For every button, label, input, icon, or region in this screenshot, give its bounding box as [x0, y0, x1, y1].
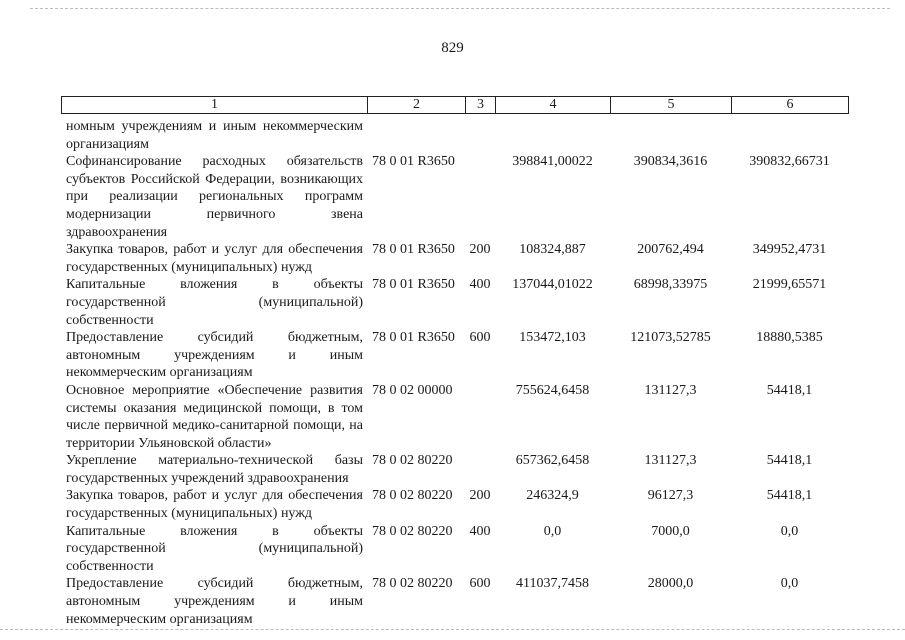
header-row — [62, 97, 849, 114]
cell-amount-col5 — [610, 118, 731, 153]
table-row — [61, 575, 848, 628]
cell-amount-col4: 137044,01022 — [512, 277, 593, 293]
header-col-1: 1 — [62, 97, 368, 114]
cell-amount-col6: 54418,1 — [766, 453, 813, 469]
cell-description: Капитальные вложения в объекты государственной (муниципальной) собственности — [66, 277, 363, 328]
cell-amount-col4: 0,0 — [543, 523, 562, 539]
table-body — [61, 118, 848, 628]
cell-description: Капитальные вложения в объекты государственной (муниципальной) собственности — [66, 523, 363, 574]
cell-amount-col4: 755624,6458 — [515, 382, 590, 398]
cell-description: номным учреждениям и иным некоммерческим организациям — [66, 119, 363, 152]
table-row — [61, 382, 848, 452]
cell-code: 78 0 01 R3650 — [372, 154, 455, 170]
scan-edge-top — [30, 8, 890, 9]
header-col-6: 6 — [732, 97, 849, 114]
cell-expense-type: 600 — [469, 576, 491, 592]
cell-code: 78 0 01 R3650 — [372, 330, 455, 346]
cell-amount-col6: 0,0 — [780, 576, 799, 592]
header-col-2: 2 — [368, 97, 466, 114]
table-row — [61, 118, 848, 153]
table-row — [61, 487, 848, 522]
cell-amount-col5: 200762,494 — [637, 242, 704, 258]
cell-expense-type: 400 — [469, 277, 491, 293]
cell-description: Предоставление субсидий бюджетным, автономным учреждениям и иным некоммерческим организациям — [66, 330, 363, 381]
cell-description: Закупка товаров, работ и услуг для обеспечения государственных (муниципальных) нужд — [66, 242, 363, 275]
cell-code: 78 0 02 80220 — [372, 523, 453, 539]
cell-amount-col5: 28000,0 — [647, 576, 694, 592]
cell-expense-type — [465, 452, 495, 487]
cell-amount-col6: 349952,4731 — [752, 242, 827, 258]
table-row — [61, 329, 848, 382]
table-row — [61, 523, 848, 576]
cell-amount-col6: 54418,1 — [766, 488, 813, 504]
cell-description: Закупка товаров, работ и услуг для обеспечения государственных (муниципальных) нужд — [66, 488, 363, 522]
cell-expense-type — [465, 118, 495, 153]
cell-description: Укрепление материально-технической базы государственных учреждений здравоохранения — [66, 453, 363, 486]
cell-amount-col6: 21999,65571 — [752, 277, 827, 293]
cell-description: Софинансирование расходных обязательств субъектов Российской Федерации, возникающих при реализации региональных программ модернизации первичного звена здравоохранения — [66, 154, 363, 240]
header-col-3: 3 — [466, 97, 496, 114]
cell-code: 78 0 01 R3650 — [372, 277, 455, 293]
cell-expense-type: 200 — [469, 488, 491, 504]
cell-expense-type: 600 — [469, 330, 491, 346]
cell-amount-col4: 153472,103 — [519, 330, 586, 346]
header-col-5: 5 — [611, 97, 732, 114]
cell-expense-type: 400 — [469, 523, 491, 539]
cell-code: 78 0 02 80220 — [372, 488, 453, 504]
scan-edge-bottom — [0, 629, 905, 630]
cell-amount-col5: 131127,3 — [644, 382, 697, 398]
table-header — [61, 96, 849, 114]
cell-amount-col5: 96127,3 — [647, 488, 694, 504]
cell-amount-col6: 390832,66731 — [749, 154, 830, 170]
cell-amount-col5: 131127,3 — [644, 453, 697, 469]
budget-table — [61, 118, 848, 628]
cell-amount-col4: 657362,6458 — [515, 453, 590, 469]
cell-amount-col4: 108324,887 — [519, 242, 586, 258]
cell-amount-col4 — [495, 118, 610, 153]
cell-amount-col6: 0,0 — [780, 523, 799, 539]
table-row — [61, 276, 848, 329]
cell-amount-col5: 390834,3616 — [633, 154, 708, 170]
cell-amount-col6: 18880,5385 — [756, 330, 823, 346]
header-col-4: 4 — [496, 97, 611, 114]
cell-amount-col5: 7000,0 — [651, 523, 690, 539]
page-number: 829 — [441, 40, 464, 56]
cell-expense-type: 200 — [469, 242, 491, 258]
table-row — [61, 153, 848, 241]
cell-code: 78 0 02 80220 — [372, 576, 453, 592]
cell-code: 78 0 02 00000 — [372, 382, 453, 398]
cell-code: 78 0 02 80220 — [372, 453, 453, 469]
cell-expense-type — [465, 382, 495, 452]
cell-expense-type — [465, 153, 495, 241]
table-row — [61, 452, 848, 487]
cell-amount-col5: 121073,52785 — [630, 330, 711, 346]
table-row — [61, 241, 848, 276]
cell-description: Предоставление субсидий бюджетным, автономным учреждениям и иным некоммерческим организациям — [66, 576, 363, 627]
cell-amount-col6: 54418,1 — [766, 382, 813, 398]
cell-amount-col4: 398841,00022 — [512, 154, 593, 170]
cell-description: Основное мероприятие «Обеспечение развития системы оказания медицинской помощи, в том числе первичной медико-санитарной помощи, на территории Ульяновской области» — [66, 382, 363, 451]
cell-amount-col6 — [731, 118, 848, 153]
cell-amount-col4: 246324,9 — [526, 488, 579, 504]
cell-amount-col5: 68998,33975 — [633, 277, 708, 293]
cell-amount-col4: 411037,7458 — [516, 576, 589, 592]
cell-code: 78 0 01 R3650 — [372, 242, 455, 258]
cell-code — [367, 118, 465, 153]
